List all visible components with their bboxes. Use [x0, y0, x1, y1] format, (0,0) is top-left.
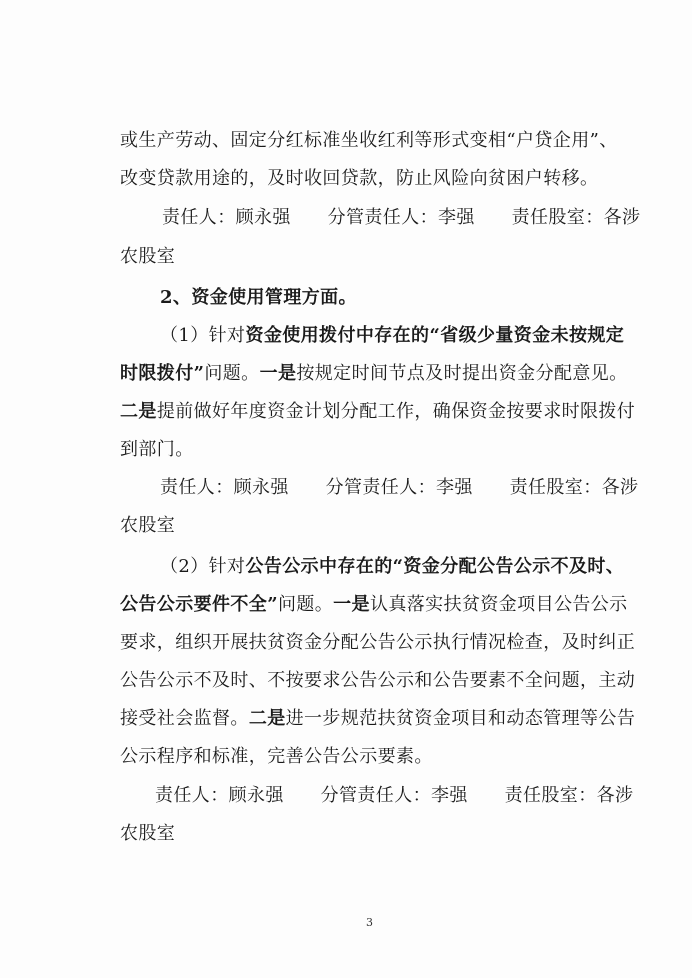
item-bold-text: 公告公示中存在的	[245, 556, 393, 577]
item-line	[120, 708, 635, 730]
responsibility-line: 农股室	[120, 823, 176, 844]
item-prefix: （1）针对	[160, 325, 246, 346]
item-bold-text: 一是	[333, 594, 370, 615]
item-bold-text: “省级少量资金未按规定	[429, 325, 625, 346]
item-text: 进一步规范扶贫资金项目和动态管理等公告	[285, 708, 636, 729]
item-prefix: （2）针对	[160, 556, 246, 577]
item-line	[160, 556, 624, 578]
page-number: 3	[366, 916, 373, 929]
item-line: 到部门。	[120, 439, 194, 460]
item-bold-text: 二是	[120, 401, 157, 422]
paragraph-line: 改变贷款用途的，及时收回贷款，防止风险向贫困户转移。	[120, 168, 599, 189]
item-line	[120, 594, 628, 616]
responsibility-line: 农股室	[120, 515, 176, 536]
item-line	[120, 363, 628, 385]
item-line: 公告公示不及时、不按要求公告公示和公告要素不全问题，主动	[120, 670, 636, 691]
responsibility-line: 责任人：顾永强 分管责任人：李强 责任股室：各涉	[155, 785, 634, 806]
responsibility-line: 责任人：顾永强 分管责任人：李强 责任股室：各涉	[162, 207, 641, 228]
item-line	[160, 325, 624, 347]
item-text: 问题。	[204, 363, 260, 384]
item-text: 提前做好年度资金计划分配工作，确保资金按要求时限拨付	[156, 401, 636, 422]
item-bold-text: 一是	[259, 363, 297, 384]
paragraph-line: 或生产劳动、固定分红标准坐收红利等形式变相“户贷企用”、	[120, 130, 618, 151]
item-text: 接受社会监督。	[120, 708, 249, 729]
responsibility-line: 责任人：顾永强 分管责任人：李强 责任股室：各涉	[160, 477, 639, 498]
item-line: 要求，组织开展扶贫资金分配公告公示执行情况检查，及时纠正	[120, 632, 636, 653]
responsibility-line: 农股室	[120, 246, 176, 267]
item-line: 公示程序和标准，完善公告公示要素。	[120, 746, 433, 767]
item-bold-text: 二是	[248, 708, 286, 729]
item-bold-text: 资金使用拨付中存在的	[245, 325, 430, 346]
item-bold-text: 时限拨付”	[120, 363, 205, 384]
item-text: 按规定时间节点及时提出资金分配意见。	[296, 363, 628, 384]
item-bold-text: 公告公示要件不全”	[120, 594, 278, 615]
item-text: 问题。	[277, 594, 334, 615]
section-heading: 2、资金使用管理方面。	[160, 287, 357, 308]
item-text: 认真落实扶贫资金项目公告公示	[369, 594, 628, 615]
item-line	[120, 401, 635, 423]
item-bold-text: “资金分配公告公示不及时、	[392, 556, 625, 577]
